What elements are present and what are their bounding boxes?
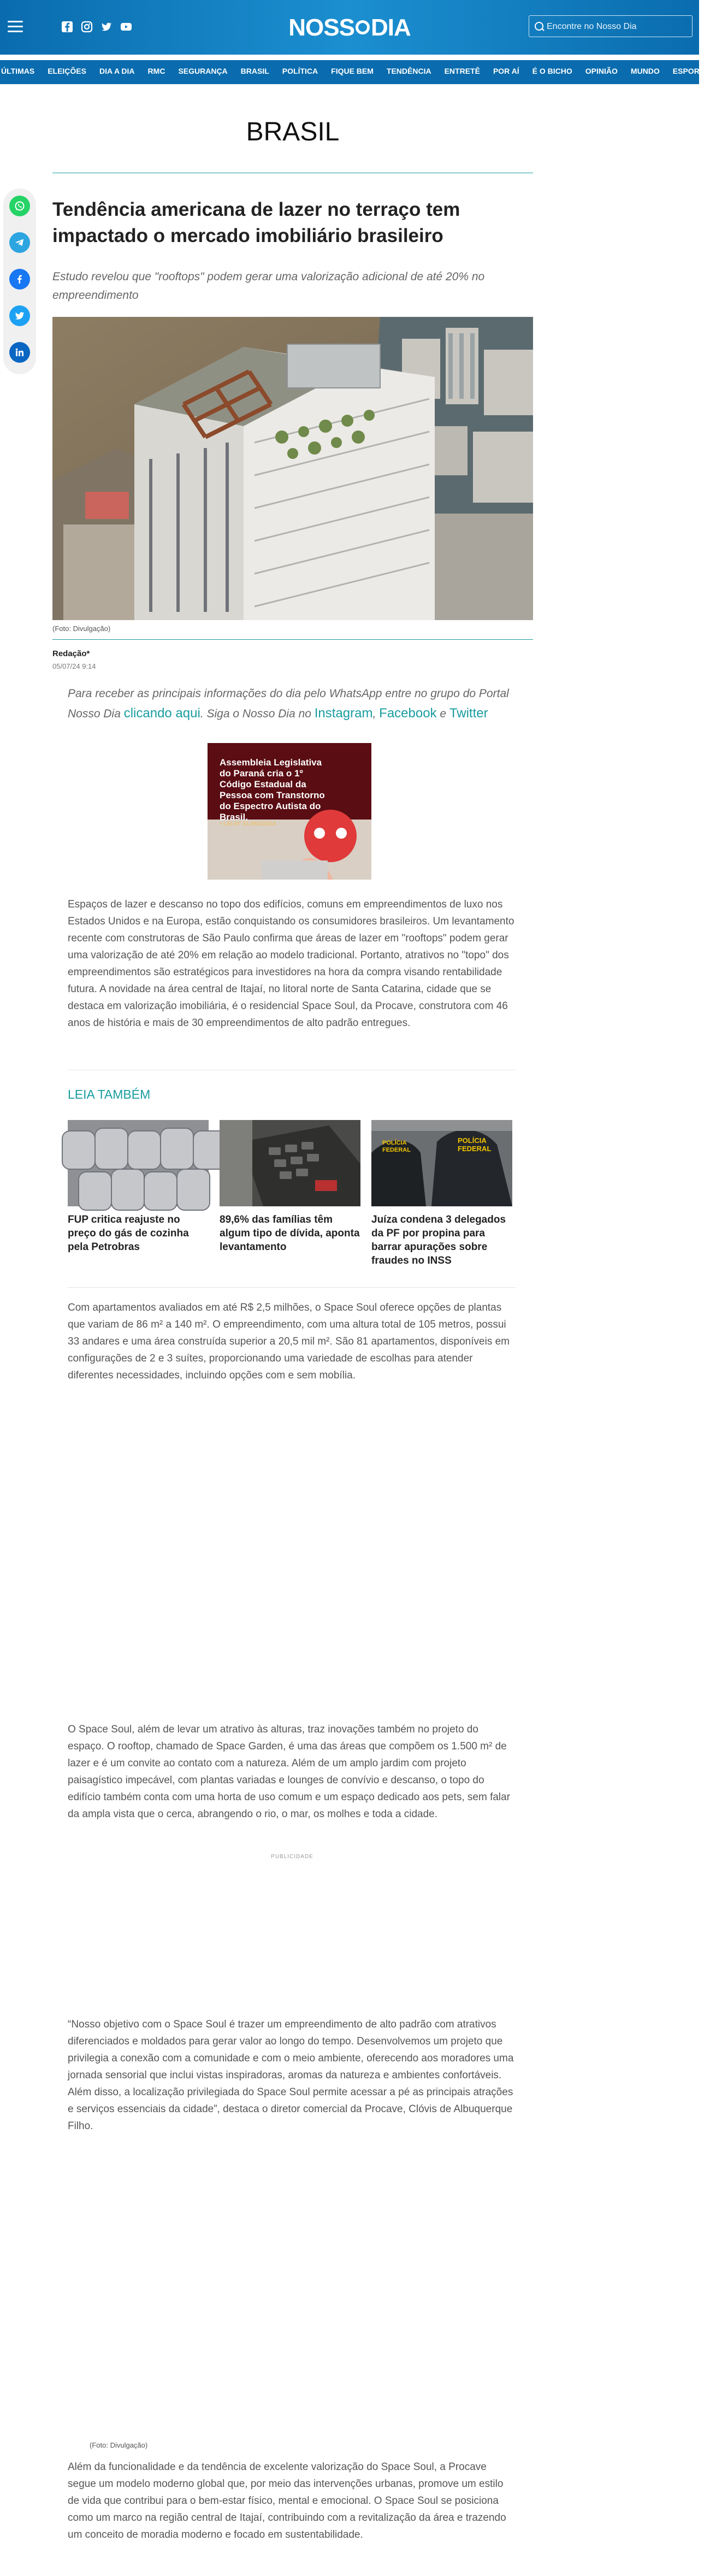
section-title: BRASIL (246, 117, 340, 146)
nav-item-dia-a-dia[interactable]: DIA A DIA (99, 67, 135, 75)
image-caption: (Foto: Divulgação) (90, 2441, 148, 2449)
nav-item-politica[interactable]: POLÍTICA (282, 67, 318, 75)
youtube-icon[interactable] (120, 21, 132, 33)
site-header (0, 0, 699, 55)
article-paragraph: Com apartamentos avaliados em até R$ 2,5 milhões, o Space Soul oferece opções de plantas que variam de 86 m² a 140 m². O empreendimento, com uma altura total de 105 metros, possui 33 andares e uma área construída superior a 20,5 mil m². São 81 apartamentos, disponíveis em configurações de 2 e 3 suítes, proporcionando uma variedade de escolhas para atender diferentes necessidades, incluindo opções com e sem mobília. (68, 1302, 510, 1381)
related-title[interactable]: Juíza condena 3 delegados da PF por propina para barrar apurações sobre fraudes no INSS (371, 1214, 506, 1266)
share-telegram-button[interactable] (9, 232, 30, 253)
nav-item-eleicoes[interactable]: ELEIÇÕES (48, 67, 86, 75)
article-paragraph: “Nosso objetivo com o Space Soul é trazer um empreendimento de alto padrão com atrativos diferenciados e moldados para gerar valor ao longo do tempo. Desenvolvemos um projeto que privilegia a conexão com a comunidade e com o meio ambiente, oferecendo aos moradores uma jornada sensorial que inclui vistas inspiradoras, aromas da natureza e ambientes confortáveis. Além disso, a localização privilegiada do Space Soul permite acessar a pé as principais atrações e serviços essenciais da cidade”, destaca o diretor comercial da Procave, Clóvis de Albuquerque Filho. (68, 2019, 514, 2132)
whatsapp-sep-2: e (436, 708, 449, 720)
article-paragraph: O Space Soul, além de levar um atrativo às alturas, traz inovações também no projeto do espaço. O rooftop, chamado de Space Garden, é uma das áreas que compõem os 1.500 m² de lazer e é um convite ao contato com a natureza. Além de um amplo jardim com projeto paisagístico impecável, com plantas variadas e lounges de convívio e descanso, o topo do edifício também conta com uma horta de uso comum e um espaço dedicado aos pets, sem falar da ampla vista que o cerca, abrangendo o rio, o mar, os molhes e toda a cidade. (68, 1724, 511, 1820)
related-card[interactable] (220, 1120, 360, 1254)
facebook-icon (14, 274, 25, 285)
linkedin-icon (14, 347, 25, 358)
search-input[interactable] (546, 20, 690, 33)
nav-item-e-o-bicho[interactable]: É O BICHO (532, 67, 572, 75)
caption-divider (52, 639, 533, 640)
search-box[interactable] (529, 15, 693, 37)
site-logo[interactable] (273, 14, 426, 42)
search-icon[interactable] (535, 22, 543, 31)
ad-text: Assembleia Legislativa do Paraná cria o 1º Código Estadual da Pessoa com Transtorno do Espectro Autista do Brasil. (220, 757, 325, 822)
nav-item-mundo[interactable]: MUNDO (630, 67, 660, 75)
share-linkedin-button[interactable] (9, 342, 30, 363)
police-vest-right (458, 1136, 491, 1153)
article-date: 05/07/24 9:14 (52, 662, 96, 670)
share-facebook-button[interactable] (9, 269, 30, 290)
whatsapp-group-link[interactable]: clicando aqui (123, 706, 200, 721)
nav-item-opiniao[interactable]: OPINIÃO (585, 67, 618, 75)
instagram-link[interactable]: Instagram (314, 706, 373, 721)
facebook-icon[interactable] (61, 21, 73, 33)
related-card[interactable] (371, 1120, 512, 1268)
related-bottom-divider (68, 1287, 516, 1288)
police-text-2: FEDERAL (382, 1147, 411, 1153)
related-thumbnail[interactable] (371, 1120, 512, 1206)
related-heading: LEIA TAMBÉM (68, 1087, 151, 1101)
share-bar (3, 188, 36, 374)
related-title[interactable]: 89,6% das famílias têm algum tipo de dívida, aponta levantamento (220, 1214, 360, 1253)
menu-icon[interactable] (8, 21, 23, 33)
whatsapp-text-2: . Siga o Nosso Dia no (200, 708, 315, 720)
article-subhead: Estudo revelou que "rooftops" podem gerar uma valorização adicional de até 20% no empreendimento (52, 270, 485, 302)
nav-item-rmc[interactable]: RMC (147, 67, 165, 75)
share-whatsapp-button[interactable] (9, 196, 30, 216)
article-headline: Tendência americana de lazer no terraço tem impactado o mercado imobiliário brasileiro (52, 199, 460, 246)
whatsapp-sep-1: , (372, 708, 380, 720)
related-card[interactable] (68, 1120, 209, 1254)
whatsapp-notice (68, 684, 516, 724)
twitter-link[interactable]: Twitter (449, 706, 488, 721)
ad-banner[interactable] (208, 743, 371, 880)
nav-item-brasil[interactable]: BRASIL (240, 67, 269, 75)
logo-dot-icon (356, 20, 370, 34)
related-title[interactable]: FUP critica reajuste no preço do gás de cozinha pela Petrobras (68, 1214, 189, 1253)
police-text-1: POLÍCIA (382, 1140, 407, 1146)
article-paragraph: Espaços de lazer e descanso no topo dos edifícios, comuns em empreendimentos de luxo nos Estados Unidos e na Europa, estão conquistando os consumidores brasileiros. Um levantamento recente com construtoras de São Paulo confirma que áreas de lazer em "rooftops" podem gerar uma valorização de até 20% em relação ao modelo tradicional. Portanto, atrativos no "topo" dos empreendimentos são estratégicos para investidores na hora da compra visando rentabilidade futura. A novidade na área central de Itajaí, no litoral norte de Santa Catarina, cidade que se destaca em valorização imobiliária, é o residencial Space Soul, da Procave, construtora com 46 anos de história e mais de 30 empreendimentos de alto padrão entregues. (68, 899, 514, 1029)
ad-label: PUBLICIDADE (271, 1854, 313, 1860)
telegram-icon (14, 237, 25, 248)
police-text-2: FEDERAL (458, 1145, 492, 1153)
twitter-icon[interactable] (100, 21, 113, 33)
nav-item-ultimas[interactable]: ÚLTIMAS (1, 67, 35, 75)
twitter-icon (14, 310, 25, 321)
share-twitter-button[interactable] (9, 305, 30, 326)
nav-item-por-ai[interactable]: POR AÍ (493, 67, 519, 75)
facebook-link[interactable]: Facebook (379, 706, 437, 721)
related-thumbnail[interactable] (68, 1120, 209, 1206)
logo-text-left: NOSS (288, 14, 354, 41)
main-nav (0, 60, 709, 84)
article-author[interactable]: Redação* (52, 649, 90, 658)
article-paragraph: Além da funcionalidade e da tendência de excelente valorização do Space Soul, a Procave segue um modelo moderno global que, por meio das intervenções urbanas, promove um estilo de vida que contribui para o bem-estar físico, mental e emocional. O Space Soul se posiciona como um marco na região central de Itajaí, contribuindo com a revitalização da área e trazendo um conceito de moradia moderno e focado em sustentabilidade. (68, 2461, 506, 2540)
whatsapp-text-1: Para receber as principais informações do dia pelo WhatsApp entre no grupo do Portal Nosso Dia (68, 687, 509, 720)
whatsapp-icon (14, 201, 25, 211)
nav-item-fique-bem[interactable]: FIQUE BEM (331, 67, 374, 75)
header-social-links (61, 21, 132, 33)
nav-item-seguranca[interactable]: SEGURANÇA (178, 67, 228, 75)
police-vest-left (382, 1140, 411, 1154)
instagram-icon[interactable] (81, 21, 93, 33)
logo-text-right: DIA (370, 14, 411, 41)
police-text-1: POLÍCIA (458, 1136, 487, 1145)
hero-caption: (Foto: Divulgação) (52, 624, 111, 633)
nav-item-entrete[interactable]: ENTRETÊ (444, 67, 480, 75)
related-thumbnail[interactable] (220, 1120, 360, 1206)
nav-item-esporte[interactable]: ESPORTE (672, 67, 709, 75)
nav-item-tendencia[interactable]: TENDÊNCIA (386, 67, 431, 75)
ad-law-label: • LEI Nº 21.964/2024 (220, 821, 276, 827)
hero-image (52, 317, 533, 620)
